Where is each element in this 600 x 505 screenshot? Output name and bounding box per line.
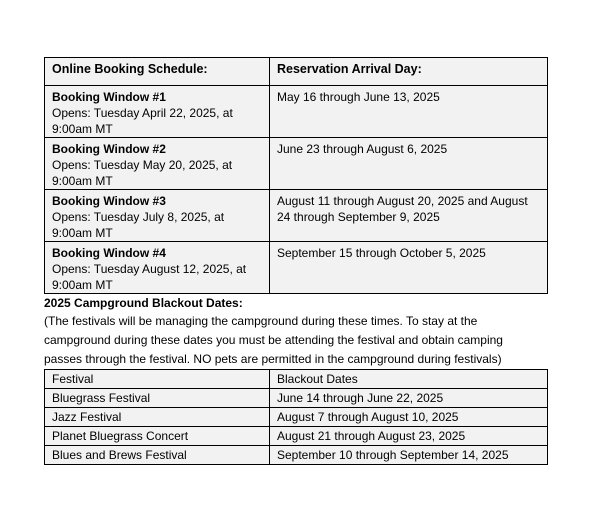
blackout-dates-header: Blackout Dates (270, 370, 548, 389)
table-row (45, 86, 548, 138)
table-row (45, 408, 548, 427)
table-row (45, 242, 548, 294)
arrival-day-cell: August 11 through August 20, 2025 and August 24 through September 9, 2025 (270, 190, 548, 242)
booking-window-cell (45, 138, 270, 190)
festival-dates: August 21 through August 23, 2025 (270, 427, 548, 446)
festival-name: Bluegrass Festival (45, 389, 270, 408)
blackout-dates-table (44, 369, 548, 465)
booking-window-cell (45, 190, 270, 242)
booking-window-opens: Opens: Tuesday July 8, 2025, at 9:00am MT (52, 210, 225, 240)
booking-schedule-header: Online Booking Schedule: (45, 58, 270, 86)
arrival-day-cell: June 23 through August 6, 2025 (270, 138, 548, 190)
arrival-day-cell: May 16 through June 13, 2025 (270, 86, 548, 138)
festival-name: Blues and Brews Festival (45, 446, 270, 465)
booking-schedule-table (44, 57, 548, 294)
table-row (45, 446, 548, 465)
booking-window-cell (45, 86, 270, 138)
booking-window-opens: Opens: Tuesday August 12, 2025, at 9:00am MT (52, 262, 247, 292)
festival-dates: September 10 through September 14, 2025 (270, 446, 548, 465)
booking-window-cell (45, 242, 270, 294)
booking-window-label: Booking Window #4 (52, 246, 166, 260)
booking-window-label: Booking Window #1 (52, 90, 166, 104)
blackout-note: (The festivals will be managing the campground during these times. To stay at the campground during these dates you must be attending the festival and obtain camping passes through the festival. NO pets are permitted in the campground during festivals) (44, 314, 503, 366)
booking-window-label: Booking Window #2 (52, 142, 166, 156)
blackout-header-row (45, 370, 548, 389)
blackout-title: 2025 Campground Blackout Dates: (44, 296, 243, 310)
festival-header: Festival (45, 370, 270, 389)
festival-name: Planet Bluegrass Concert (45, 427, 270, 446)
festival-name: Jazz Festival (45, 408, 270, 427)
booking-window-label: Booking Window #3 (52, 194, 166, 208)
festival-dates: June 14 through June 22, 2025 (270, 389, 548, 408)
booking-window-opens: Opens: Tuesday May 20, 2025, at 9:00am MT (52, 158, 233, 188)
festival-dates: August 7 through August 10, 2025 (270, 408, 548, 427)
booking-window-opens: Opens: Tuesday April 22, 2025, at 9:00am MT (52, 106, 233, 136)
table-row (45, 389, 548, 408)
table-row (45, 190, 548, 242)
table-row (45, 138, 548, 190)
arrival-day-cell: September 15 through October 5, 2025 (270, 242, 548, 294)
document-page (44, 57, 547, 465)
booking-schedule-header-row (45, 58, 548, 86)
table-row (45, 427, 548, 446)
arrival-day-header: Reservation Arrival Day: (270, 58, 548, 86)
